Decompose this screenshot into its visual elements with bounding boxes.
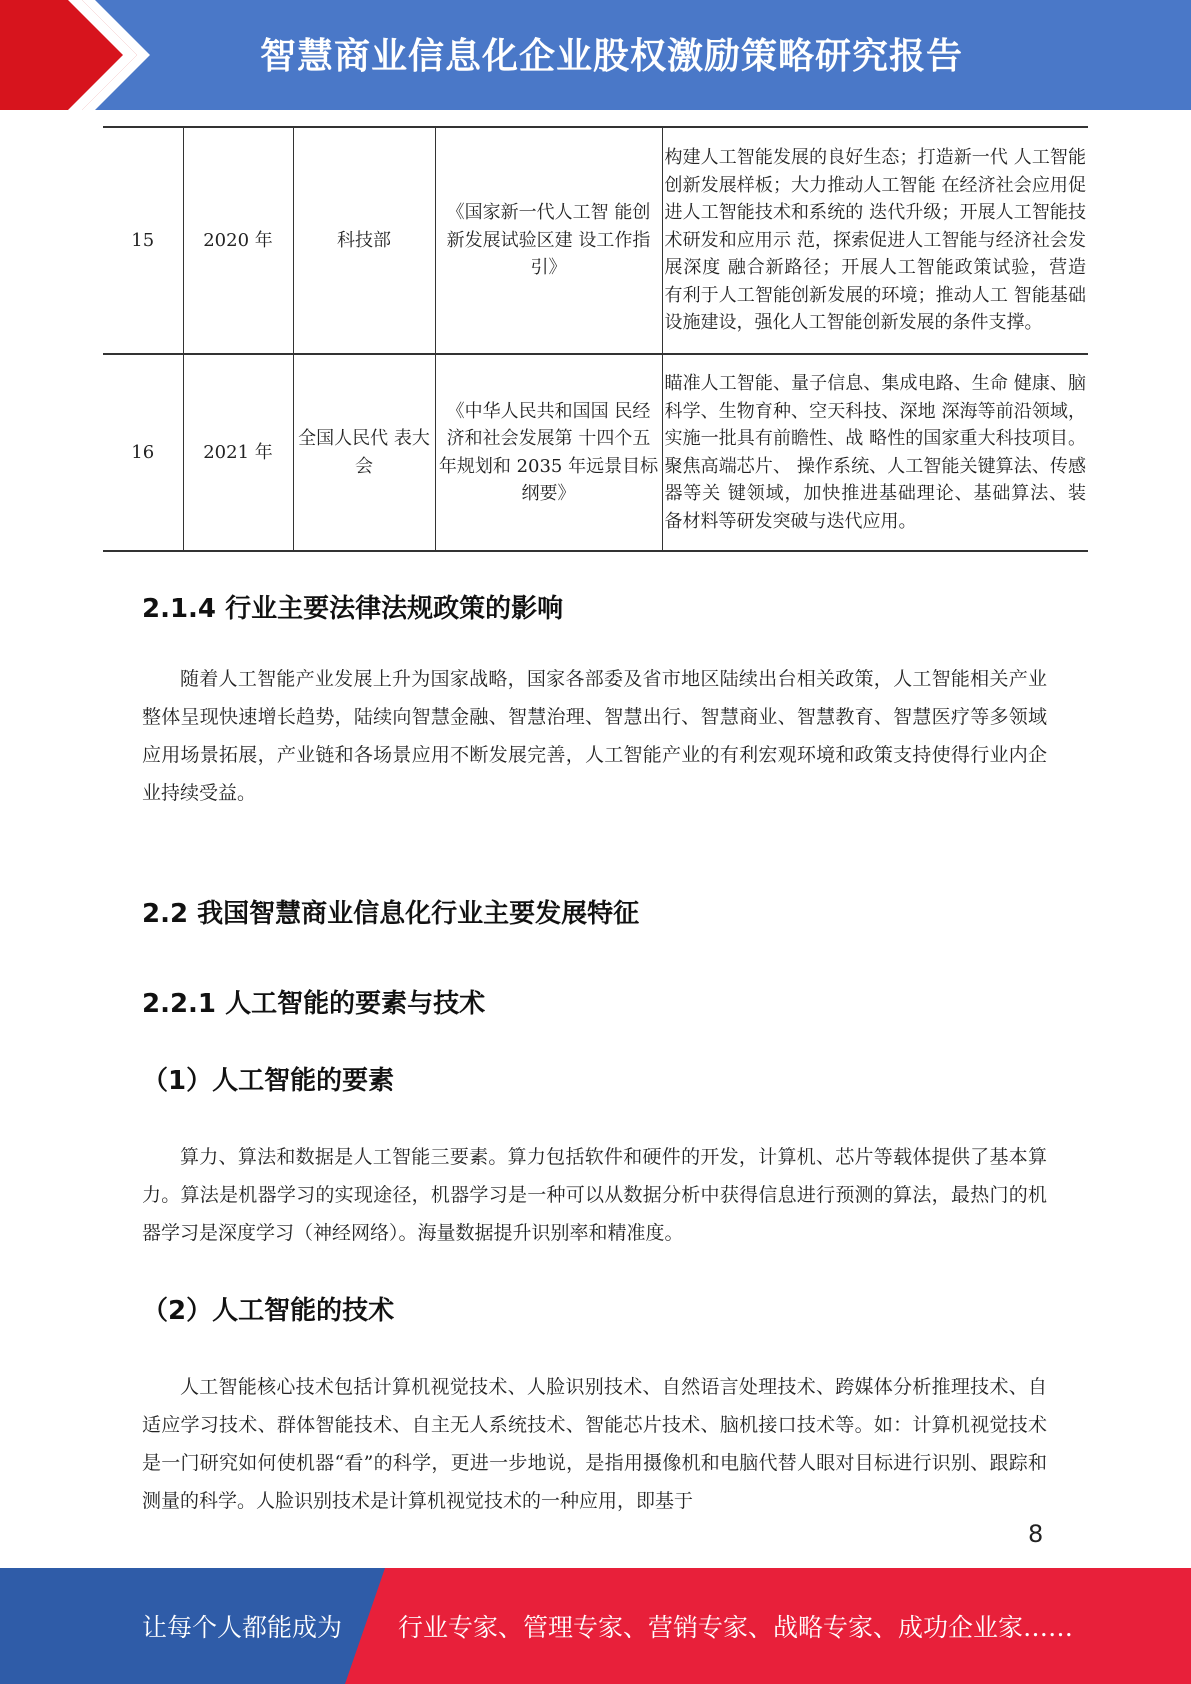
footer-slogan-left: 让每个人都能成为 [142,1613,343,1642]
header-red-chevron [0,0,150,110]
report-title: 智慧商业信息化企业股权激励策略研究报告 [260,36,964,77]
page-header [0,0,1191,110]
section-heading-2-2-1: 2.2.1 人工智能的要素与技术 [142,989,486,1019]
cell-content: 构建人工智能发展的良好生态；打造新一代 人工智能创新发展样板；大力推动人工智能 在经济社会应用促进人工智能技术和系统的 迭代升级；开展人工智能技术研发和应用示 范，探索促进人工智能与经济社会发展深度 融合新路径；开展人工智能政策试验，营造 有利于人工智能创新发展的环境；推动人工 智能基础设施建设，强化人工智能创新发展的条件支撑。 [662,127,1088,354]
cell-document: 《中华人民共和国国 民经济和社会发展第 十四个五年规划和 2035 年远景目标纲要》 [435,354,662,551]
subsection-paragraph-1: 算力、算法和数据是人工智能三要素。算力包括软件和硬件的开发，计算机、芯片等载体提供了基本算力。算法是机器学习的实现途径，机器学习是一种可以从数据分析中获得信息进行预测的算法，最热门的机器学习是深度学习（神经网络）。海量数据提升识别率和精准度。 [142,1146,1047,1244]
cell-year: 2020 年 [183,127,293,354]
subsection-paragraph-2: 人工智能核心技术包括计算机视觉技术、人脸识别技术、自然语言处理技术、跨媒体分析推理技术、自适应学习技术、群体智能技术、自主无人系统技术、智能芯片技术、脑机接口技术等。如：计算机视觉技术是一门研究如何使机器“看”的科学，更进一步地说，是指用摄像机和电脑代替人眼对目标进行识别、跟踪和测量的科学。人脸识别技术是计算机视觉技术的一种应用，即基于 [142,1376,1047,1512]
policy-table [103,126,1088,552]
section-heading-2-2: 2.2 我国智慧商业信息化行业主要发展特征 [142,899,640,929]
cell-year: 2021 年 [183,354,293,551]
page-footer [0,1568,1191,1684]
cell-no: 15 [103,127,183,354]
section-heading-2-1-4: 2.1.4 行业主要法律法规政策的影响 [142,594,564,624]
cell-content: 瞄准人工智能、量子信息、集成电路、生命 健康、脑科学、生物育种、空天科技、深地 深海等前沿领域，实施一批具有前瞻性、战 略性的国家重大科技项目。聚焦高端芯片、 操作系统、人工智能关键算法、传感器等关 键领域，加快推进基础理论、基础算法、装 备材料等研发突破与迭代应用。 [662,354,1088,551]
cell-document: 《国家新一代人工智 能创新发展试验区建 设工作指引》 [435,127,662,354]
page-number: 8 [1028,1520,1044,1548]
cell-no: 16 [103,354,183,551]
section-paragraph-2-1-4: 随着人工智能产业发展上升为国家战略，国家各部委及省市地区陆续出台相关政策，人工智能相关产业整体呈现快速增长趋势，陆续向智慧金融、智慧治理、智慧出行、智慧商业、智慧教育、智慧医疗等多领域应用场景拓展，产业链和各场景应用不断发展完善，人工智能产业的有利宏观环境和政策支持使得行业内企业持续受益。 [142,668,1047,804]
cell-issuer: 科技部 [293,127,435,354]
table-row [103,354,1088,551]
subsection-heading-2: （2）人工智能的技术 [142,1296,395,1326]
table-row [103,127,1088,354]
footer-slogan-right: 行业专家、管理专家、营销专家、战略专家、成功企业家…… [398,1613,1074,1642]
subsection-heading-1: （1）人工智能的要素 [142,1066,395,1096]
cell-issuer: 全国人民代 表大会 [293,354,435,551]
